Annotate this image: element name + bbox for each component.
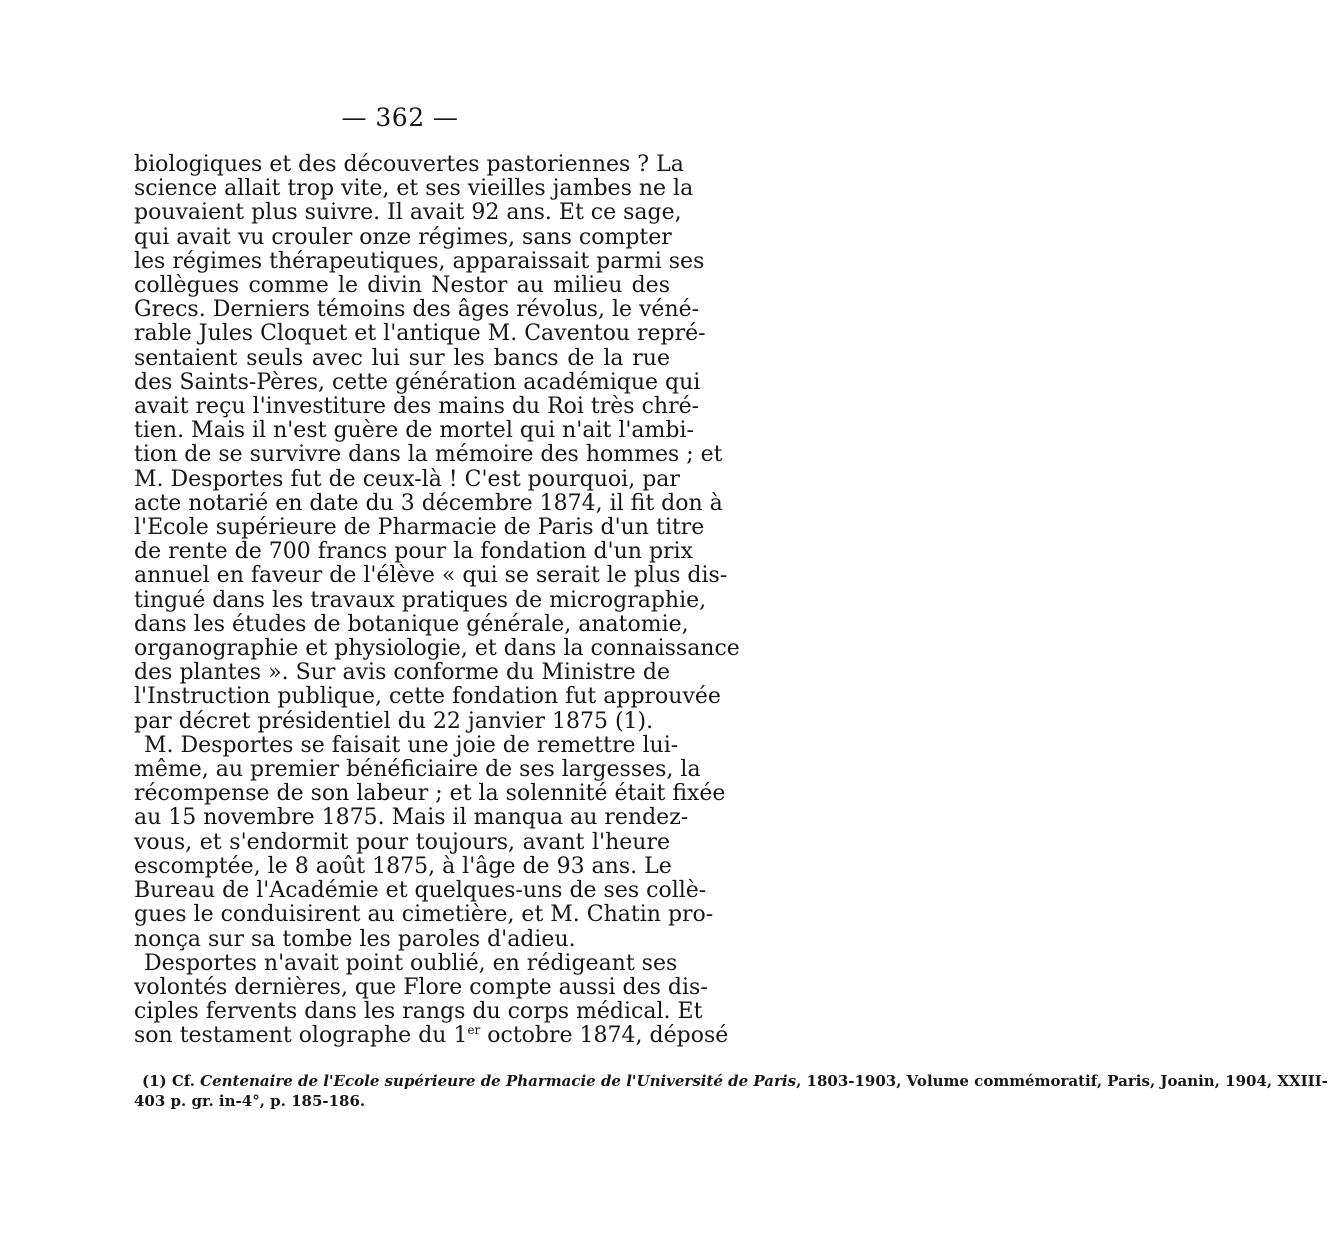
text-line: M. Desportes fut de ceux-là ! C'est pourquoi, par bbox=[134, 466, 680, 492]
text-line: récompense de son labeur ; et la solennité était fixée bbox=[134, 781, 726, 807]
text-line: ciples fervents dans les rangs du corps médical. Et bbox=[134, 999, 703, 1025]
superscript-er: er bbox=[467, 1023, 481, 1038]
text-line: dans les études de botanique générale, anatomie, bbox=[134, 611, 689, 637]
text-line: l'Ecole supérieure de Pharmacie de Paris d'un titre bbox=[134, 515, 705, 541]
text-line: pouvaient plus suivre. Il avait 92 ans. Et ce sage, bbox=[134, 200, 682, 226]
text-line: tingué dans les travaux pratiques de micrographie, bbox=[134, 587, 707, 613]
text-line: annuel en faveur de l'élève « qui se serait le plus dis- bbox=[134, 563, 728, 589]
page-number: — 362 — bbox=[341, 103, 459, 132]
text-line: de rente de 700 francs pour la fondation d'un prix bbox=[134, 539, 693, 565]
text-line: rable Jules Cloquet et l'antique M. Caventou repré- bbox=[134, 321, 706, 347]
text-line: acte notarié en date du 3 décembre 1874, il fit don à bbox=[134, 490, 723, 516]
text-line: M. Desportes se faisait une joie de remettre lui- bbox=[144, 732, 679, 758]
footnote-marker: (1) Cf. bbox=[142, 1072, 201, 1090]
text-line: biologiques et des découvertes pastoriennes ? La bbox=[134, 152, 684, 177]
text-line: vous, et s'endormit pour toujours, avant l'heure bbox=[134, 829, 670, 855]
body-text bbox=[134, 152, 740, 1049]
text-line: science allait trop vite, et ses vieilles jambes ne la bbox=[134, 176, 694, 202]
text-line: organographie et physiologie, et dans la connaissance bbox=[134, 636, 740, 662]
text-line: les régimes thérapeutiques, apparaissait parmi ses bbox=[134, 248, 705, 274]
text-line: des plantes ». Sur avis conforme du Ministre de bbox=[134, 660, 670, 686]
footnote-line bbox=[134, 1071, 1328, 1091]
text-line: volontés dernières, que Flore compte aussi des dis- bbox=[134, 974, 708, 1000]
text-line: qui avait vu crouler onze régimes, sans compter bbox=[134, 224, 672, 250]
text-segment: octobre 1874, déposé bbox=[480, 1023, 729, 1049]
text-line: nonça sur sa tombe les paroles d'adieu. bbox=[134, 926, 576, 952]
text-line: avait reçu l'investiture des mains du Roi très chré- bbox=[134, 394, 700, 420]
text-line: des Saints-Pères, cette génération académique qui bbox=[134, 369, 701, 395]
text-line: l'Instruction publique, cette fondation fut approuvée bbox=[134, 684, 721, 710]
text-line: collègues comme le divin Nestor au milieu des bbox=[134, 273, 670, 299]
text-line: Bureau de l'Académie et quelques-uns de ses collè- bbox=[134, 878, 707, 904]
text-line: escomptée, le 8 août 1875, à l'âge de 93 ans. Le bbox=[134, 853, 672, 879]
text-line: Desportes n'avait point oublié, en rédigeant ses bbox=[144, 950, 678, 976]
text-line: même, au premier bénéficiaire de ses largesses, la bbox=[134, 757, 701, 783]
text-line: au 15 novembre 1875. Mais il manqua au rendez- bbox=[134, 805, 689, 831]
footnote bbox=[134, 1071, 1328, 1111]
text-line: tien. Mais il n'est guère de mortel qui n'ait l'ambi- bbox=[134, 418, 694, 444]
footnote-rest: , 1803-1903, Volume commémoratif, Paris, Joanin, 1904, XXIII- bbox=[796, 1072, 1328, 1090]
text-line: Grecs. Derniers témoins des âges révolus, le véné- bbox=[134, 297, 700, 323]
text-line: par décret présidentiel du 22 janvier 1875 (1). bbox=[134, 708, 654, 734]
text-line: sentaient seuls avec lui sur les bancs de la rue bbox=[134, 345, 670, 371]
footnote-line: 403 p. gr. in-4°, p. 185-186. bbox=[134, 1092, 366, 1110]
text-segment: son testament olographe du 1 bbox=[134, 1023, 468, 1049]
text-line-last bbox=[134, 1023, 729, 1049]
text-line: tion de se survivre dans la mémoire des hommes ; et bbox=[134, 442, 723, 468]
footnote-title: Centenaire de l'Ecole supérieure de Pharmacie de l'Université de Paris bbox=[200, 1072, 797, 1090]
text-line: gues le conduisirent au cimetière, et M. Chatin pro- bbox=[134, 902, 714, 928]
